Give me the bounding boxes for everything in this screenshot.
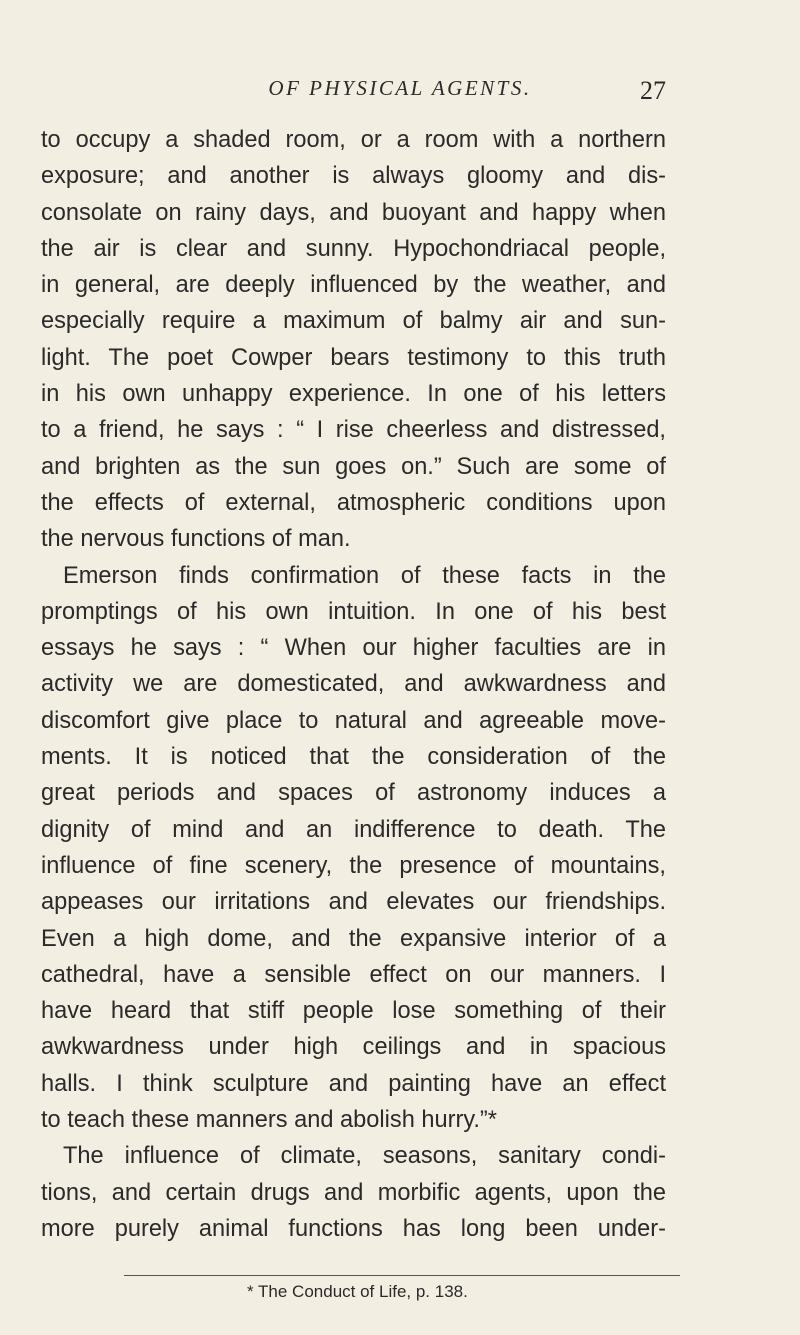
text-line: Even a high dome, and the expansive interior of a [41, 925, 666, 952]
text-line: light. The poet Cowper bears testimony to this truth [41, 344, 666, 371]
text-line: the nervous functions of man. [41, 526, 351, 553]
text-line: The influence of climate, seasons, sanitary condi- [63, 1143, 666, 1170]
text-line: especially require a maximum of balmy air and sun- [41, 308, 666, 335]
text-line: ments. It is noticed that the consideration of the [41, 744, 666, 771]
text-line: in his own unhappy experience. In one of his letters [41, 381, 666, 408]
text-line: consolate on rainy days, and buoyant and happy when [41, 199, 666, 226]
page-number: 27 [640, 76, 666, 105]
running-head-title: OF PHYSICAL AGENTS. [268, 76, 532, 100]
text-line: in general, are deeply influenced by the weather, and [41, 272, 666, 299]
text-line: essays he says : “ When our higher faculties are in [41, 635, 666, 662]
text-line: exposure; and another is always gloomy and dis- [41, 163, 666, 190]
text-line: great periods and spaces of astronomy induces a [41, 780, 666, 807]
footnote-rule [124, 1275, 680, 1276]
text-line: dignity of mind and an indifference to death. The [41, 816, 666, 843]
text-line: the effects of external, atmospheric conditions upon [41, 489, 666, 516]
text-line: influence of fine scenery, the presence of mountains, [41, 852, 666, 879]
text-line: halls. I think sculpture and painting have an effect [41, 1070, 666, 1097]
text-line: and brighten as the sun goes on.” Such are some of [41, 453, 666, 480]
text-line: to teach these manners and abolish hurry.”* [41, 1107, 497, 1134]
text-line: to occupy a shaded room, or a room with a northern [41, 127, 666, 153]
text-line: Emerson finds confirmation of these facts in the [63, 562, 666, 589]
text-line: discomfort give place to natural and agreeable move- [41, 707, 666, 734]
text-line: cathedral, have a sensible effect on our manners. I [41, 961, 666, 988]
footnote: * The Conduct of Life, p. 138. [247, 1282, 468, 1301]
text-line: promptings of his own intuition. In one of his best [41, 598, 666, 625]
text-line: tions, and certain drugs and morbific agents, upon the [41, 1179, 666, 1206]
text-line: appeases our irritations and elevates our friendships. [41, 889, 666, 916]
text-line: to a friend, he says : “ I rise cheerless and distressed, [41, 417, 666, 444]
text-line: the air is clear and sunny. Hypochondriacal people, [41, 235, 666, 262]
text-line: activity we are domesticated, and awkwardness and [41, 671, 666, 698]
text-line: awkwardness under high ceilings and in spacious [41, 1034, 666, 1061]
text-line: more purely animal functions has long been under- [41, 1215, 666, 1242]
text-line: have heard that stiff people lose something of their [41, 998, 666, 1025]
body-text [41, 122, 666, 1247]
